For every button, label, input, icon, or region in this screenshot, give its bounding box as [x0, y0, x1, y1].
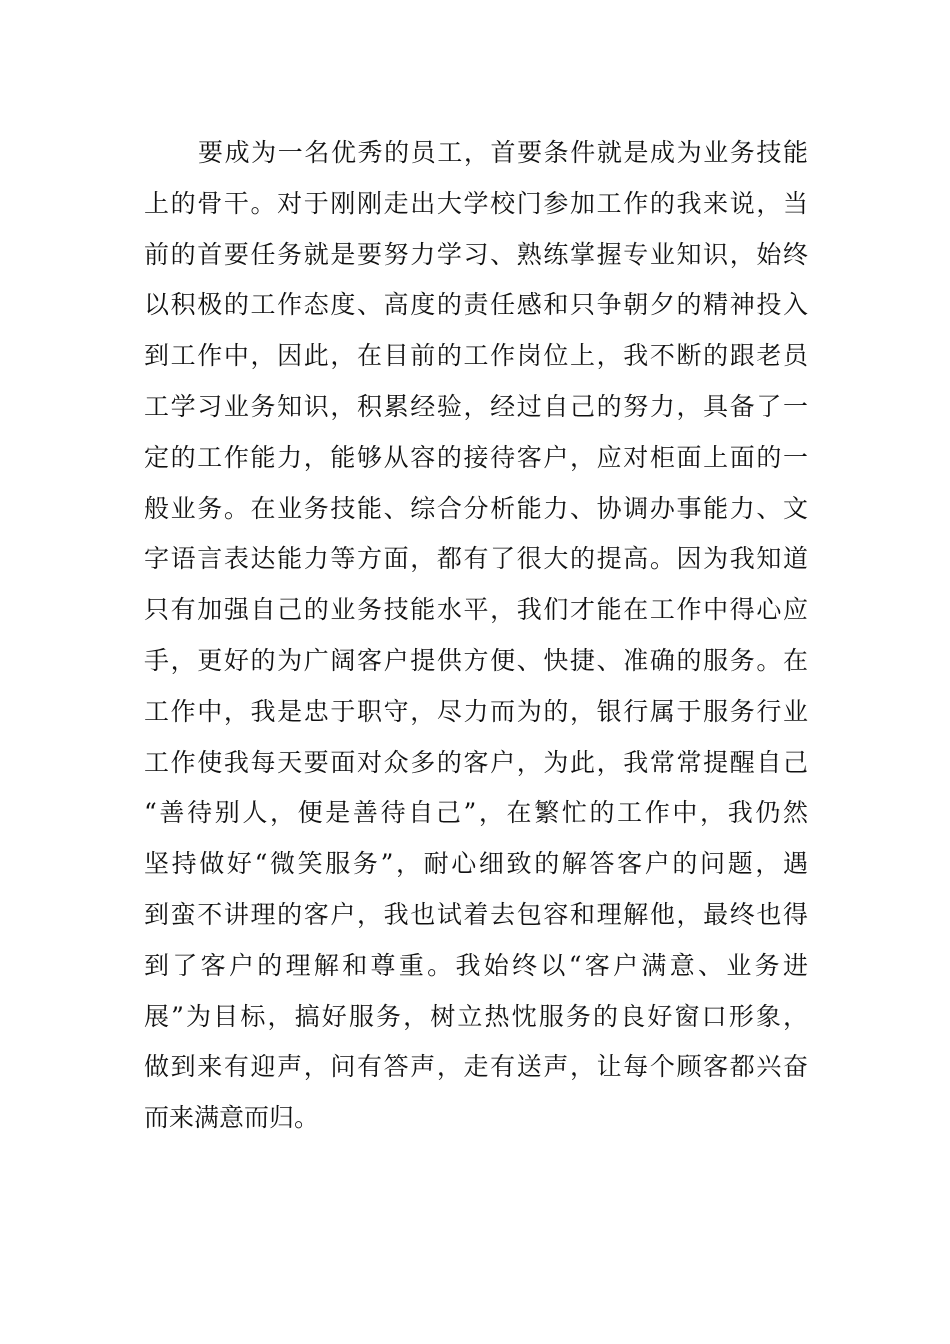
- paragraph-line: 工作中，我是忠于职守，尽力而为的，银行属于服务行业: [144, 696, 808, 726]
- paragraph-line: 字语言表达能力等方面，都有了很大的提高。因为我知道: [144, 544, 808, 574]
- paragraph-line: 手，更好的为广阔客户提供方便、快捷、准确的服务。在: [144, 645, 808, 675]
- paragraph-line: 般业务。在业务技能、综合分析能力、协调办事能力、文: [144, 493, 808, 523]
- paragraph-line: 只有加强自己的业务技能水平，我们才能在工作中得心应: [144, 595, 808, 625]
- paragraph-line: 工作使我每天要面对众多的客户，为此，我常常提醒自己: [144, 747, 808, 777]
- paragraph-line: 到蛮不讲理的客户，我也试着去包容和理解他，最终也得: [144, 899, 808, 929]
- paragraph-line: 定的工作能力，能够从容的接待客户，应对柜面上面的一: [144, 442, 808, 472]
- paragraph-line: 做到来有迎声，问有答声，走有送声，让每个顾客都兴奋: [144, 1052, 808, 1082]
- paragraph-line: 到工作中，因此，在目前的工作岗位上，我不断的跟老员: [144, 341, 808, 371]
- paragraph-line: 展”为目标，搞好服务，树立热忱服务的良好窗口形象，: [144, 1001, 808, 1031]
- paragraph-line: 上的骨干。对于刚刚走出大学校门参加工作的我来说，当: [144, 188, 808, 218]
- paragraph-line: 到了客户的理解和尊重。我始终以“客户满意、业务进: [144, 950, 808, 980]
- paragraph-line: 而来满意而归。: [144, 1103, 320, 1133]
- body-paragraph: [144, 128, 808, 1144]
- paragraph-line: 工学习业务知识，积累经验，经过自己的努力，具备了一: [144, 391, 808, 421]
- paragraph-line: 坚持做好“微笑服务”，耐心细致的解答客户的问题，遇: [144, 849, 808, 879]
- paragraph-line: 以积极的工作态度、高度的责任感和只争朝夕的精神投入: [144, 290, 808, 320]
- paragraph-line: 前的首要任务就是要努力学习、熟练掌握专业知识，始终: [144, 239, 808, 269]
- paragraph-line: 要成为一名优秀的员工，首要条件就是成为业务技能: [198, 138, 808, 167]
- paragraph-line: “善待别人，便是善待自己”，在繁忙的工作中，我仍然: [144, 798, 808, 828]
